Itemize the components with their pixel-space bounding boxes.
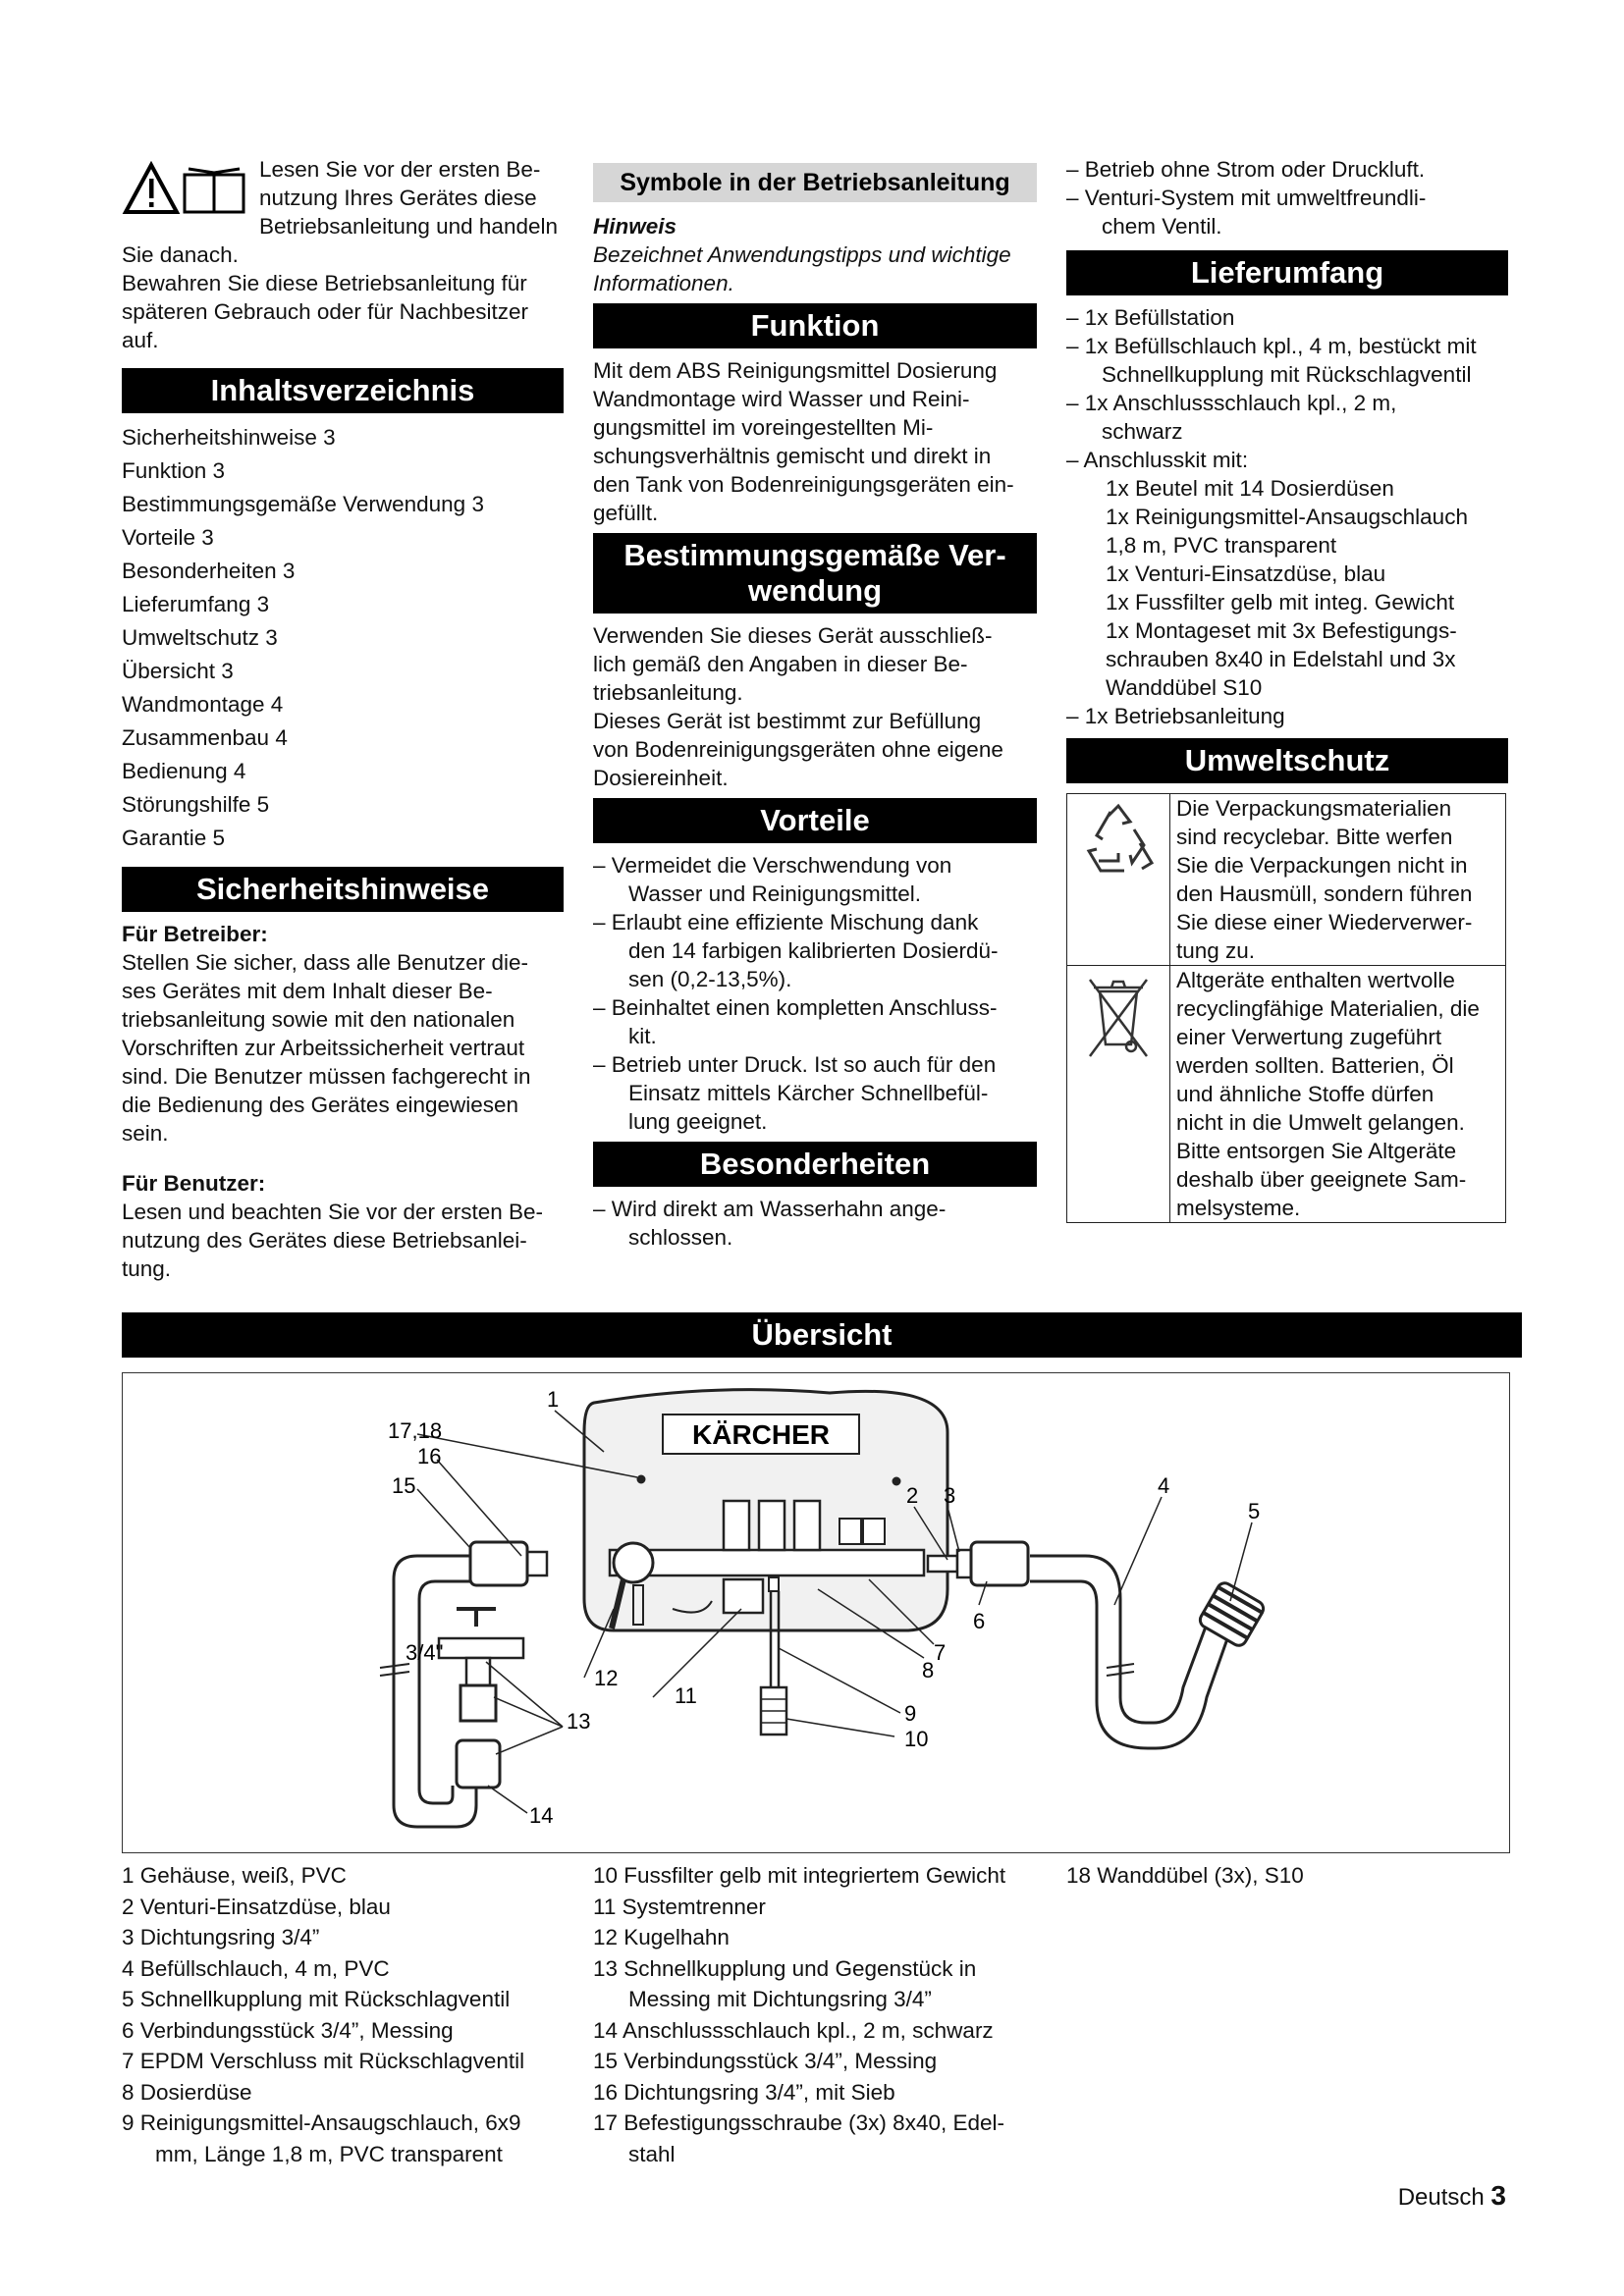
intended-use-line: Verwenden Sie dieses Gerät ausschließ-: [593, 623, 993, 648]
function-line: Mit dem ABS Reinigungsmittel Dosierung: [593, 358, 998, 383]
advantage-item: – Betrieb unter Druck. Ist so auch für den Einsatz mittels Kärcher Schnellbefül- lung geeignet.: [593, 1052, 997, 1134]
safety-heading: Sicherheitshinweise: [122, 867, 564, 912]
legend-column-2: [593, 1860, 1055, 2169]
function-line: Wandmontage wird Wasser und Reini-: [593, 387, 970, 411]
environment-row-weee: [1067, 966, 1505, 1222]
intended-use-line: Dieses Gerät ist bestimmt zur Befüllung: [593, 709, 982, 733]
safety-line: Stellen Sie sicher, dass alle Benutzer die-: [122, 950, 528, 975]
kit-item: schrauben 8x40 in Edelstahl und 3x: [1106, 647, 1456, 671]
callout-8: 8: [922, 1658, 935, 1682]
toc-item[interactable]: Umweltschutz 3: [122, 625, 278, 650]
legend-item-cont: stahl: [628, 2141, 676, 2166]
legend-item: 5 Schnellkupplung mit Rückschlagventil: [122, 1987, 511, 2011]
environment-table: [1066, 793, 1506, 1223]
intro-line: nutzung Ihres Gerätes diese: [259, 186, 537, 210]
toc-item[interactable]: Wandmontage 4: [122, 692, 284, 717]
system-separator: [724, 1579, 763, 1613]
kit-item: 1x Reinigungsmittel-Ansaugschlauch: [1106, 505, 1468, 529]
column-3: [1066, 155, 1508, 1223]
legend-column-3: [1066, 1860, 1508, 1892]
legend-item-cont: Messing mit Dichtungsring 3/4”: [628, 1987, 932, 2011]
intro-line: späteren Gebrauch oder für Nachbesitzer: [122, 299, 528, 324]
legend-item: 18 Wanddübel (3x), S10: [1066, 1863, 1304, 1888]
callout-10: 10: [904, 1727, 929, 1751]
callout-1: 1: [547, 1387, 560, 1412]
intended-use-line: Dosiereinheit.: [593, 766, 729, 790]
scope-item: – 1x Befüllstation: [1066, 305, 1235, 330]
safety-line: die Bedienung des Gerätes eingewiesen: [122, 1093, 519, 1117]
weee-text: Altgeräte enthalten wertvolle recyclingfähige Materialien, die einer Verwertung zugeführt werden sollten. Batterien, Öl und ähnliche Stoffe dürfen nicht in die Umwelt gelangen. Bitte entsorgen Sie Altgeräte deshalb über geeignete Sam- melsysteme.: [1176, 968, 1480, 1220]
safety-line: sein.: [122, 1121, 169, 1146]
legend-item: 2 Venturi-Einsatzdüse, blau: [122, 1894, 391, 1919]
toc-heading: Inhaltsverzeichnis: [122, 368, 564, 413]
heading-line: Bestimmungsgemäße Ver-: [623, 538, 1006, 572]
intro-line: Betriebsanleitung und handeln Sie danach.: [122, 214, 558, 267]
legend-item: 7 EPDM Verschluss mit Rückschlagventil: [122, 2049, 525, 2073]
legend-item: 4 Befüllschlauch, 4 m, PVC: [122, 1955, 390, 1981]
brand-label: KÄRCHER: [692, 1419, 830, 1450]
legend-item: 9 Reinigungsmittel-Ansaugschlauch, 6x9: [122, 2110, 521, 2135]
legend-item: 11 Systemtrenner: [593, 1894, 766, 1919]
fitting-15: [470, 1542, 527, 1585]
callout-13: 13: [567, 1709, 591, 1734]
intended-use-line: triebsanleitung.: [593, 680, 743, 705]
legend-item: 6 Verbindungsstück 3/4”, Messing: [122, 2017, 454, 2043]
function-line: den Tank von Bodenreinigungsgeräten ein-: [593, 472, 1014, 497]
intro-block: [122, 155, 564, 354]
toc-list: [122, 421, 564, 855]
legend-item: 15 Verbindungsstück 3/4”, Messing: [593, 2049, 938, 2073]
column-1: [122, 155, 564, 1283]
legend-item: 12 Kugelhahn: [593, 1925, 730, 1949]
footer-language: Deutsch: [1397, 2184, 1485, 2211]
toc-item[interactable]: Lieferumfang 3: [122, 592, 270, 616]
scope-item: – 1x Befüllschlauch kpl., 4 m, bestückt mit Schnellkupplung mit Rückschlagventil: [1066, 334, 1477, 387]
callout-7: 7: [934, 1640, 947, 1665]
toc-item[interactable]: Übersicht 3: [122, 659, 234, 683]
operator-heading: Für Betreiber:: [122, 922, 268, 946]
legend-item: 1 Gehäuse, weiß, PVC: [122, 1863, 347, 1888]
intro-line: Bewahren Sie diese Betriebsanleitung für: [122, 271, 527, 295]
toc-item[interactable]: Bestimmungsgemäße Verwendung 3: [122, 492, 484, 516]
hint-heading: Hinweis: [593, 214, 677, 239]
intended-use-line: von Bodenreinigungsgeräten ohne eigene: [593, 737, 1003, 762]
quick-coupling-right: [971, 1542, 1028, 1585]
callout-2: 2: [906, 1483, 919, 1508]
legend-item: 3 Dichtungsring 3/4”: [122, 1925, 320, 1949]
callout-11: 11: [675, 1683, 697, 1708]
function-line: schungsverhältnis gemischt und direkt in: [593, 444, 992, 468]
features-heading: Besonderheiten: [593, 1142, 1037, 1187]
overview-diagram: [122, 1372, 1510, 1853]
toc-item[interactable]: Garantie 5: [122, 826, 226, 850]
legend-item: 17 Befestigungsschraube (3x) 8x40, Edel-: [593, 2110, 1004, 2135]
toc-item[interactable]: Besonderheiten 3: [122, 559, 296, 583]
page-number: 3: [1490, 2180, 1506, 2211]
callout-17-18: 17,18: [388, 1418, 443, 1443]
toc-item[interactable]: Funktion 3: [122, 458, 226, 483]
safety-line: Lesen und beachten Sie vor der ersten Be-: [122, 1200, 544, 1224]
callout-15: 15: [392, 1473, 416, 1498]
recycle-text: Die Verpackungsmaterialien sind recyclebar. Bitte werfen Sie die Verpackungen nicht in den Hausmüll, sondern führen Sie diese einer Wiederverwer- tung zu.: [1176, 796, 1473, 963]
environment-row-recycle: [1067, 794, 1505, 966]
intro-line: Lesen Sie vor der ersten Be-: [259, 157, 541, 182]
manifold: [610, 1550, 924, 1575]
column-2: [593, 155, 1037, 1252]
intro-icons: [122, 161, 251, 222]
callout-5: 5: [1248, 1499, 1261, 1523]
toc-item[interactable]: Vorteile 3: [122, 525, 214, 550]
coupling-5: [1197, 1580, 1266, 1648]
kit-item: Wanddübel S10: [1106, 675, 1263, 700]
safety-line: nutzung des Gerätes diese Betriebsanlei-: [122, 1228, 527, 1253]
callout-12: 12: [594, 1666, 619, 1690]
callout-4: 4: [1158, 1473, 1170, 1498]
quick-coupling-13: [457, 1740, 500, 1788]
advantage-item: – Beinhaltet einen kompletten Anschluss- kit.: [593, 995, 998, 1048]
advantages-heading: Vorteile: [593, 798, 1037, 843]
heading-line: wendung: [747, 573, 883, 608]
water-tap: [439, 1638, 523, 1658]
callout-3: 3: [944, 1483, 956, 1508]
scope-item: – Anschlusskit mit:: [1066, 448, 1249, 472]
crossed-bin-icon: [1067, 966, 1170, 1222]
callout-14: 14: [529, 1803, 554, 1828]
callout-9: 9: [904, 1701, 917, 1726]
symbols-heading: Symbole in der Betriebsanleitung: [593, 163, 1037, 202]
function-line: gefüllt.: [593, 501, 659, 525]
warning-manual-icon: [122, 161, 251, 216]
legend-column-1: [122, 1860, 573, 2169]
toc-item[interactable]: Bedienung 4: [122, 759, 246, 783]
feature-item: – Venturi-System mit umweltfreundli- chem Ventil.: [1066, 186, 1427, 239]
legend-item: 14 Anschlussschlauch kpl., 2 m, schwarz: [593, 2017, 994, 2043]
advantage-item: – Erlaubt eine effiziente Mischung dank den 14 farbigen kalibrierten Dosierdü- sen (0,2-13,5%).: [593, 910, 999, 991]
legend-item: 13 Schnellkupplung und Gegenstück in: [593, 1955, 977, 1981]
kit-item: 1x Beutel mit 14 Dosierdüsen: [1106, 476, 1394, 501]
callout-16: 16: [417, 1444, 442, 1468]
intended-use-heading: [593, 533, 1037, 614]
thread-label: 3/4": [406, 1640, 444, 1665]
legend-item: 8 Dosierdüse: [122, 2079, 252, 2105]
scope-item: – 1x Betriebsanleitung: [1066, 704, 1285, 728]
function-heading: Funktion: [593, 303, 1037, 348]
ball-valve: [614, 1543, 653, 1582]
kit-item: 1x Montageset mit 3x Befestigungs-: [1106, 618, 1457, 643]
intro-line: auf.: [122, 328, 159, 352]
advantage-item: – Vermeidet die Verschwendung von Wasser und Reinigungsmittel.: [593, 853, 952, 906]
toc-item[interactable]: Zusammenbau 4: [122, 725, 288, 750]
legend-item: 10 Fussfilter gelb mit integriertem Gewicht: [593, 1863, 1006, 1888]
safety-line: triebsanleitung sowie mit den nationalen: [122, 1007, 515, 1032]
toc-item[interactable]: Sicherheitshinweise 3: [122, 425, 336, 450]
function-line: gungsmittel im voreingestellten Mi-: [593, 415, 934, 440]
feature-item: – Wird direkt am Wasserhahn ange- schlossen.: [593, 1197, 947, 1250]
callout-6: 6: [973, 1609, 986, 1633]
hint-line: Bezeichnet Anwendungstipps und wichtige: [593, 242, 1011, 267]
recycle-icon: [1067, 794, 1170, 965]
feature-item: – Betrieb ohne Strom oder Druckluft.: [1066, 157, 1426, 182]
environment-heading: Umweltschutz: [1066, 738, 1508, 783]
safety-line: Vorschriften zur Arbeitssicherheit vertraut: [122, 1036, 525, 1060]
toc-item[interactable]: Störungshilfe 5: [122, 792, 270, 817]
kit-item: 1x Venturi-Einsatzdüse, blau: [1106, 561, 1386, 586]
kit-item: 1,8 m, PVC transparent: [1106, 533, 1337, 558]
page-footer: [1398, 2181, 1506, 2212]
legend-item: 16 Dichtungsring 3/4”, mit Sieb: [593, 2079, 895, 2105]
overview-heading: Übersicht: [122, 1312, 1522, 1358]
legend-item-cont: mm, Länge 1,8 m, PVC transparent: [155, 2141, 503, 2166]
device-diagram: [123, 1373, 1509, 1852]
scope-heading: Lieferumfang: [1066, 250, 1508, 295]
kit-item: 1x Fussfilter gelb mit integ. Gewicht: [1106, 590, 1455, 614]
hint-line: Informationen.: [593, 271, 734, 295]
scope-item: – 1x Anschlussschlauch kpl., 2 m, schwarz: [1066, 391, 1397, 444]
intended-use-line: lich gemäß den Angaben in dieser Be-: [593, 652, 968, 676]
user-heading: Für Benutzer:: [122, 1171, 266, 1196]
safety-line: sind. Die Benutzer müssen fachgerecht in: [122, 1064, 531, 1089]
safety-line: ses Gerätes mit dem Inhalt dieser Be-: [122, 979, 493, 1003]
safety-line: tung.: [122, 1256, 172, 1281]
